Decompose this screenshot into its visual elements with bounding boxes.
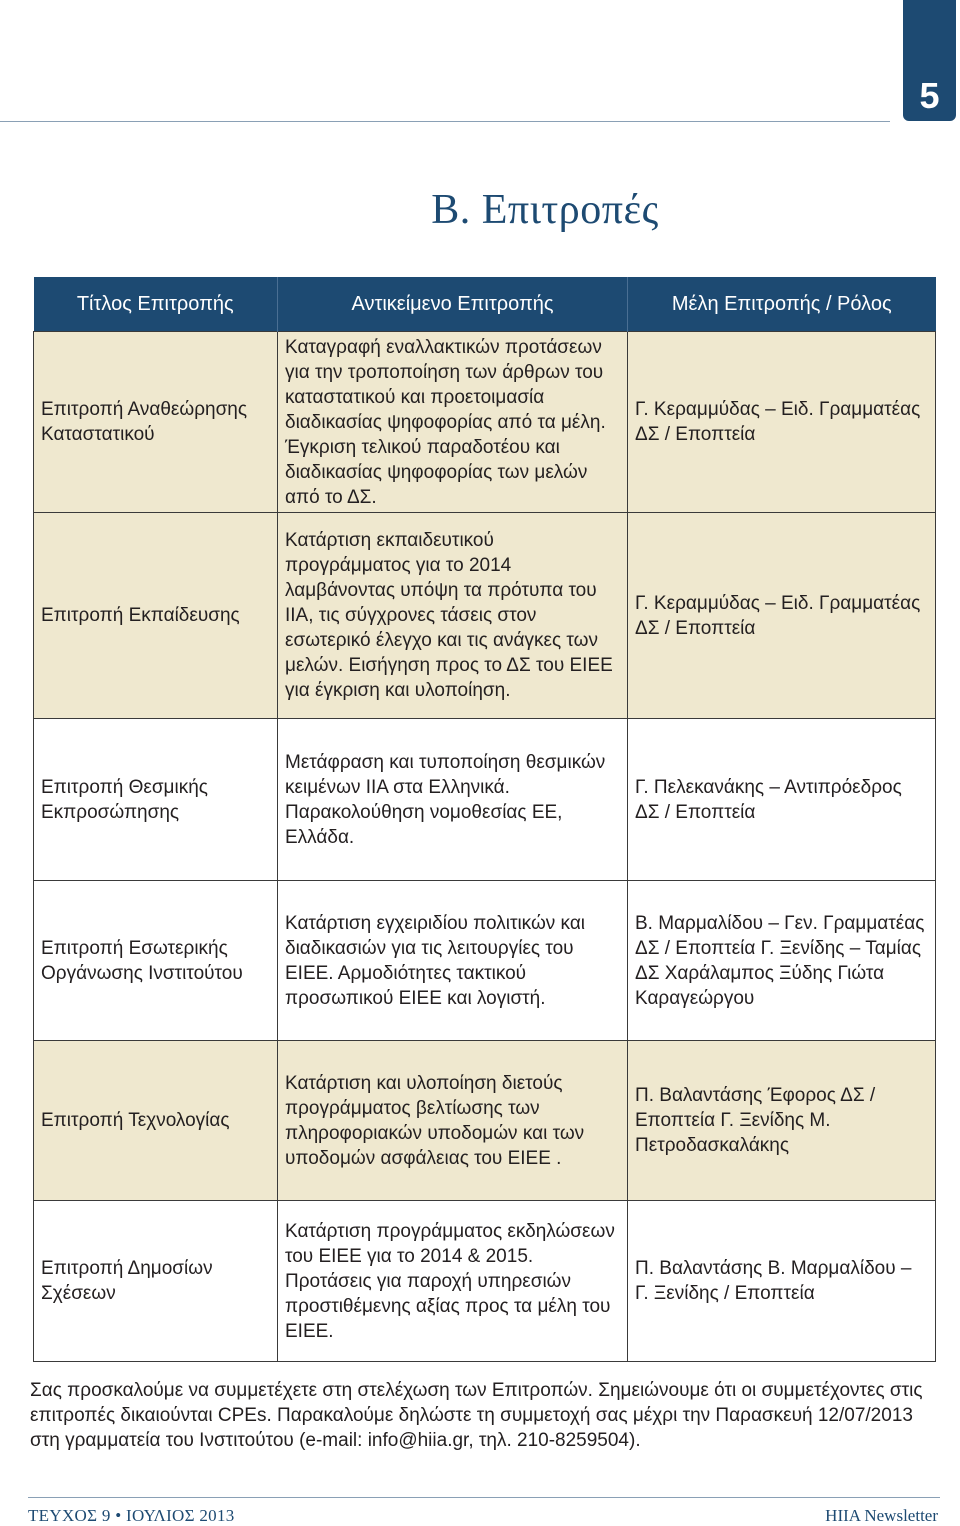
committee-subject: Κατάρτιση εκπαιδευτικού προγράμματος για το 2014 λαμβάνοντας υπόψη τα πρότυπα του ΙΙΑ, τις σύγχρονες τάσεις στον εσωτερικό έλεγχο και τις ανάγκες των μελών. Εισήγηση προς το ΔΣ του ΕΙΕΕ για έγκριση και υλοποίηση. — [278, 513, 628, 719]
committee-subject: Μετάφραση και τυποποίηση θεσμικών κειμένων ΙΙΑ στα Ελληνικά. Παρακολούθηση νομοθεσίας ΕΕ, Ελλάδα. — [278, 719, 628, 881]
committee-members: Π. Βαλαντάσης Έφορος ΔΣ / Εποπτεία Γ. Ξενίδης Μ. Πετροδασκαλάκης — [628, 1041, 936, 1201]
committee-title: Επιτροπή Δημοσίων Σχέσεων — [34, 1201, 278, 1362]
committee-subject: Καταγραφή εναλλακτικών προτάσεων για την τροποποίηση των άρθρων του καταστατικού και προετοιμασία διαδικασίας ψηφοφορίας από τα μέλη. Έγκριση τελικού παραδοτέου και διαδικασίας ψηφοφορίας των μελών από το ΔΣ. — [278, 332, 628, 513]
newsletter-name: HIIA Newsletter — [825, 1506, 938, 1525]
table-row — [34, 881, 936, 1041]
committee-title: Επιτροπή Θεσμικής Εκπροσώπησης — [34, 719, 278, 881]
committee-subject: Κατάρτιση εγχειριδίου πολιτικών και διαδικασιών για τις λειτουργίες του ΕΙΕΕ. Αρμοδιότητες τακτικού προσωπικού ΕΙΕΕ και λογιστή. — [278, 881, 628, 1041]
table-row — [34, 1201, 936, 1362]
table-row — [34, 1041, 936, 1201]
committee-title: Επιτροπή Αναθεώρησης Καταστατικού — [34, 332, 278, 513]
issue-info: ΤΕΥΧΟΣ 9 • ΙΟΥΛΙΟΣ 2013 — [28, 1506, 235, 1525]
committee-members: Γ. Πελεκανάκης – Αντιπρόεδρος ΔΣ / Εποπτεία — [628, 719, 936, 881]
committee-title: Επιτροπή Εκπαίδευσης — [34, 513, 278, 719]
column-header-title: Τίτλος Επιτροπής — [34, 277, 278, 332]
committee-subject: Κατάρτιση προγράμματος εκδηλώσεων του ΕΙΕΕ για το 2014 & 2015. Προτάσεις για παροχή υπηρεσιών προστιθέμενης αξίας προς τα μέλη του ΕΙΕΕ. — [278, 1201, 628, 1362]
committee-members: Γ. Κεραμμύδας – Ειδ. Γραμματέας ΔΣ / Εποπτεία — [628, 513, 936, 719]
committee-title: Επιτροπή Εσωτερικής Οργάνωσης Ινστιτούτου — [34, 881, 278, 1041]
table-row — [34, 513, 936, 719]
page-number: 5 — [919, 75, 940, 116]
committee-members: Γ. Κεραμμύδας – Ειδ. Γραμματέας ΔΣ / Εποπτεία — [628, 332, 936, 513]
committees-table — [33, 277, 936, 1362]
column-header-members: Μέλη Επιτροπής / Ρόλος — [628, 277, 936, 332]
page-title: Β. Επιτροπές — [431, 187, 659, 233]
header-divider — [0, 121, 890, 122]
column-header-subject: Αντικείμενο Επιτροπής — [278, 277, 628, 332]
table-row — [34, 332, 936, 513]
committee-members: Β. Μαρμαλίδου – Γεν. Γραμματέας ΔΣ / Εποπτεία Γ. Ξενίδης – Ταμίας ΔΣ Χαράλαμπος Ξύδης Γιώτα Καραγεώργου — [628, 881, 936, 1041]
footnote-paragraph: Σας προσκαλούμε να συμμετέχετε στη στελέχωση των Επιτροπών. Σημειώνουμε ότι οι συμμετέχοντες στις επιτροπές δικαιούνται CPEs. Παρακαλούμε δηλώστε τη συμμετοχή σας μέχρι την Παρασκευή 12/07/2013 στη γραμματεία του Ινστιτούτου (e-mail: info@hiia.gr, τηλ. 210-8259504). — [30, 1380, 923, 1451]
committee-subject: Κατάρτιση και υλοποίηση διετούς προγράμματος βελτίωσης των πληροφοριακών υποδομών και των υποδομών ασφάλειας του ΕΙΕΕ . — [278, 1041, 628, 1201]
table-header-row — [34, 277, 936, 332]
page-number-tab — [903, 0, 956, 121]
footer-divider — [28, 1497, 940, 1498]
committee-title: Επιτροπή Τεχνολογίας — [34, 1041, 278, 1201]
table-row — [34, 719, 936, 881]
committee-members: Π. Βαλαντάσης Β. Μαρμαλίδου – Γ. Ξενίδης / Εποπτεία — [628, 1201, 936, 1362]
